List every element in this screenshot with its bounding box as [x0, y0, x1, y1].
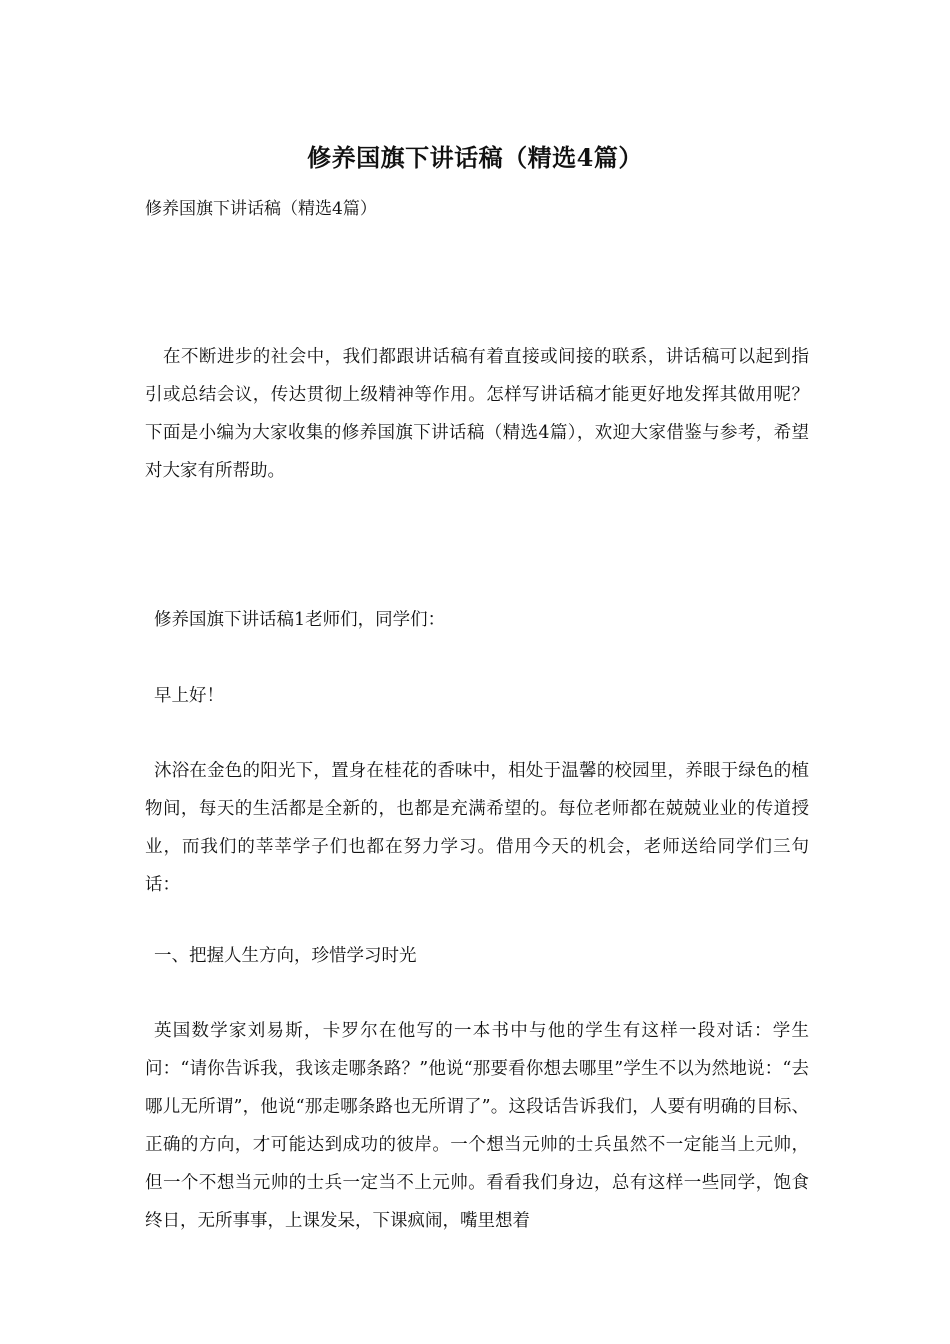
speech-1-heading: 修养国旗下讲话稿1老师们，同学们：: [154, 610, 446, 630]
section-heading-1: 一、把握人生方向，珍惜学习时光: [154, 946, 417, 966]
body-paragraph-2: 英国数学家刘易斯，卡罗尔在他写的一本书中与他的学生有这样一段对话：学生问：“请你告诉我，我该走哪条路？”他说“那要看你想去哪里”学生不以为然地说：“去哪儿无所谓”，他说“那走哪条路也无所谓了”。这段话告诉我们，人要有明确的目标、正确的方向，才可能达到成功的彼岸。一个想当元帅的士兵虽然不一定能当上元帅，但一个不想当元帅的士兵一定当不上元帅。看看我们身边，总有这样一些同学，饱食终日，无所事事，上课发呆，下课疯闹，嘴里想着: [145, 1021, 809, 1231]
document-subtitle: 修养国旗下讲话稿（精选4篇）: [145, 199, 377, 219]
document-title: 修养国旗下讲话稿（精选4篇）: [307, 143, 643, 172]
greeting-paragraph: 早上好！: [154, 686, 224, 706]
intro-paragraph: 在不断进步的社会中，我们都跟讲话稿有着直接或间接的联系，讲话稿可以起到指引或总结会议，传达贯彻上级精神等作用。怎样写讲话稿才能更好地发挥其做用呢？下面是小编为大家收集的修养国旗下讲话稿（精选4篇），欢迎大家借鉴与参考，希望对大家有所帮助。: [145, 347, 809, 481]
body-paragraph-1: 沐浴在金色的阳光下，置身在桂花的香味中，相处于温馨的校园里，养眼于绿色的植物间，每天的生活都是全新的，也都是充满希望的。每位老师都在兢兢业业的传道授业，而我们的莘莘学子们也都在努力学习。借用今天的机会，老师送给同学们三句话：: [145, 761, 809, 895]
